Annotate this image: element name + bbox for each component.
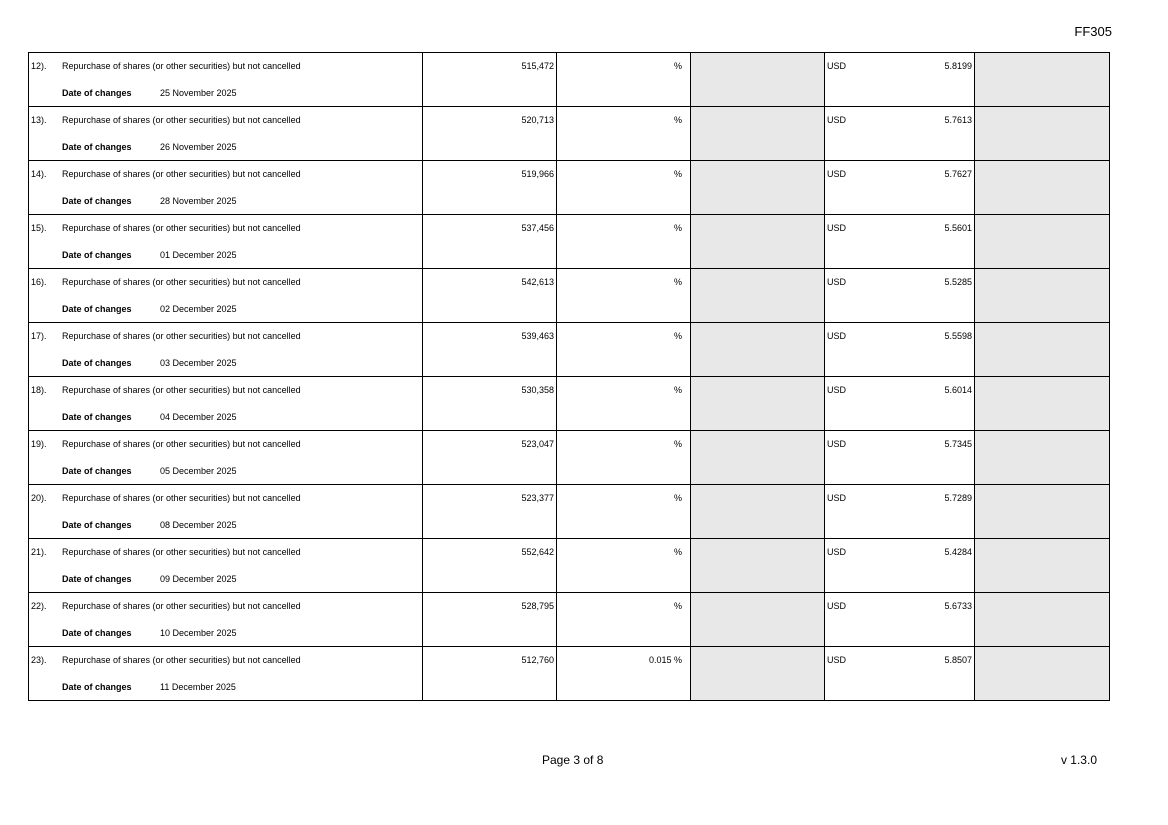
description-cell — [29, 161, 423, 215]
table-row — [29, 53, 1110, 107]
description-cell — [29, 323, 423, 377]
shares-value: 523,047 — [521, 439, 554, 449]
shaded-cell — [691, 161, 825, 215]
shares-cell — [423, 269, 557, 323]
price-value: 5.4284 — [944, 547, 972, 557]
date-of-changes-value: 03 December 2025 — [160, 358, 237, 368]
description-cell — [29, 431, 423, 485]
date-of-changes-label: Date of changes — [62, 88, 132, 98]
shares-value: 523,377 — [521, 493, 554, 503]
date-of-changes-value: 28 November 2025 — [160, 196, 237, 206]
row-description: Repurchase of shares (or other securities) but not cancelled — [62, 655, 301, 665]
row-description: Repurchase of shares (or other securities) but not cancelled — [62, 115, 301, 125]
row-description: Repurchase of shares (or other securities) but not cancelled — [62, 439, 301, 449]
price-cell — [825, 269, 975, 323]
percent-value: % — [673, 115, 682, 125]
shares-value: 515,472 — [521, 61, 554, 71]
shares-cell — [423, 215, 557, 269]
price-cell — [825, 485, 975, 539]
price-cell — [825, 53, 975, 107]
table-row — [29, 593, 1110, 647]
shares-cell — [423, 485, 557, 539]
table-row — [29, 647, 1110, 701]
shaded-cell — [691, 431, 825, 485]
row-description: Repurchase of shares (or other securities) but not cancelled — [62, 493, 301, 503]
description-cell — [29, 377, 423, 431]
form-code: FF305 — [1074, 24, 1112, 39]
shares-value: 552,642 — [521, 547, 554, 557]
shares-value: 520,713 — [521, 115, 554, 125]
price-cell — [825, 431, 975, 485]
shaded-cell — [691, 647, 825, 701]
page-number: Page 3 of 8 — [542, 753, 604, 767]
shares-cell — [423, 377, 557, 431]
percent-cell — [557, 161, 691, 215]
percent-value: % — [673, 61, 682, 71]
percent-cell — [557, 647, 691, 701]
shares-cell — [423, 539, 557, 593]
row-description: Repurchase of shares (or other securities) but not cancelled — [62, 601, 301, 611]
percent-value: % — [673, 277, 682, 287]
shaded-cell — [975, 53, 1110, 107]
row-description: Repurchase of shares (or other securities) but not cancelled — [62, 277, 301, 287]
row-index: 13). — [31, 115, 47, 125]
date-of-changes-value: 05 December 2025 — [160, 466, 237, 476]
price-value: 5.5285 — [944, 277, 972, 287]
date-of-changes-label: Date of changes — [62, 520, 132, 530]
row-index: 18). — [31, 385, 47, 395]
shaded-cell — [691, 215, 825, 269]
description-cell — [29, 269, 423, 323]
share-repurchase-table — [28, 52, 1110, 701]
shaded-cell — [975, 377, 1110, 431]
percent-value: 0.015 % — [648, 655, 682, 665]
table-body — [29, 53, 1110, 701]
table-row — [29, 161, 1110, 215]
price-value: 5.6014 — [944, 385, 972, 395]
shaded-cell — [975, 323, 1110, 377]
description-cell — [29, 647, 423, 701]
currency-code: USD — [827, 547, 847, 557]
date-of-changes-value: 25 November 2025 — [160, 88, 237, 98]
price-cell — [825, 161, 975, 215]
shaded-cell — [975, 485, 1110, 539]
percent-value: % — [673, 223, 682, 233]
shares-value: 542,613 — [521, 277, 554, 287]
date-of-changes-label: Date of changes — [62, 682, 132, 692]
row-index: 23). — [31, 655, 47, 665]
percent-value: % — [673, 547, 682, 557]
currency-code: USD — [827, 169, 847, 179]
price-value: 5.5598 — [944, 331, 972, 341]
description-cell — [29, 107, 423, 161]
shaded-cell — [691, 107, 825, 161]
percent-value: % — [673, 493, 682, 503]
shares-value: 530,358 — [521, 385, 554, 395]
row-index: 12). — [31, 61, 47, 71]
shares-cell — [423, 593, 557, 647]
currency-code: USD — [827, 277, 847, 287]
description-cell — [29, 485, 423, 539]
shaded-cell — [691, 377, 825, 431]
description-cell — [29, 53, 423, 107]
shaded-cell — [691, 593, 825, 647]
date-of-changes-value: 04 December 2025 — [160, 412, 237, 422]
table-row — [29, 485, 1110, 539]
shaded-cell — [975, 161, 1110, 215]
date-of-changes-label: Date of changes — [62, 466, 132, 476]
table-row — [29, 377, 1110, 431]
percent-cell — [557, 539, 691, 593]
row-index: 17). — [31, 331, 47, 341]
date-of-changes-label: Date of changes — [62, 304, 132, 314]
table-row — [29, 269, 1110, 323]
table-row — [29, 215, 1110, 269]
percent-cell — [557, 215, 691, 269]
percent-cell — [557, 377, 691, 431]
percent-cell — [557, 431, 691, 485]
date-of-changes-value: 02 December 2025 — [160, 304, 237, 314]
shares-value: 539,463 — [521, 331, 554, 341]
percent-cell — [557, 53, 691, 107]
percent-cell — [557, 593, 691, 647]
table-row — [29, 431, 1110, 485]
price-value: 5.7289 — [944, 493, 972, 503]
description-cell — [29, 539, 423, 593]
shaded-cell — [975, 269, 1110, 323]
row-description: Repurchase of shares (or other securities) but not cancelled — [62, 331, 301, 341]
table-row — [29, 107, 1110, 161]
price-value: 5.7345 — [944, 439, 972, 449]
shares-value: 537,456 — [521, 223, 554, 233]
shaded-cell — [975, 431, 1110, 485]
currency-code: USD — [827, 385, 847, 395]
currency-code: USD — [827, 61, 847, 71]
date-of-changes-label: Date of changes — [62, 196, 132, 206]
row-index: 15). — [31, 223, 47, 233]
shares-cell — [423, 431, 557, 485]
description-cell — [29, 215, 423, 269]
price-value: 5.7613 — [944, 115, 972, 125]
date-of-changes-value: 10 December 2025 — [160, 628, 237, 638]
row-index: 16). — [31, 277, 47, 287]
shaded-cell — [691, 53, 825, 107]
shares-value: 528,795 — [521, 601, 554, 611]
shaded-cell — [691, 323, 825, 377]
description-cell — [29, 593, 423, 647]
price-cell — [825, 647, 975, 701]
row-description: Repurchase of shares (or other securities) but not cancelled — [62, 385, 301, 395]
price-value: 5.8507 — [944, 655, 972, 665]
shares-value: 519,966 — [521, 169, 554, 179]
shaded-cell — [691, 269, 825, 323]
currency-code: USD — [827, 601, 847, 611]
row-index: 19). — [31, 439, 47, 449]
row-index: 21). — [31, 547, 47, 557]
shaded-cell — [975, 593, 1110, 647]
row-description: Repurchase of shares (or other securities) but not cancelled — [62, 169, 301, 179]
date-of-changes-label: Date of changes — [62, 250, 132, 260]
currency-code: USD — [827, 493, 847, 503]
row-index: 20). — [31, 493, 47, 503]
price-value: 5.5601 — [944, 223, 972, 233]
shaded-cell — [975, 647, 1110, 701]
date-of-changes-label: Date of changes — [62, 412, 132, 422]
percent-value: % — [673, 331, 682, 341]
price-cell — [825, 539, 975, 593]
table-row — [29, 323, 1110, 377]
shares-cell — [423, 323, 557, 377]
date-of-changes-value: 08 December 2025 — [160, 520, 237, 530]
date-of-changes-label: Date of changes — [62, 358, 132, 368]
percent-value: % — [673, 169, 682, 179]
currency-code: USD — [827, 115, 847, 125]
percent-cell — [557, 485, 691, 539]
shares-cell — [423, 161, 557, 215]
row-index: 14). — [31, 169, 47, 179]
date-of-changes-label: Date of changes — [62, 574, 132, 584]
percent-value: % — [673, 385, 682, 395]
shaded-cell — [975, 107, 1110, 161]
shares-cell — [423, 647, 557, 701]
row-description: Repurchase of shares (or other securities) but not cancelled — [62, 223, 301, 233]
shaded-cell — [975, 539, 1110, 593]
shares-cell — [423, 53, 557, 107]
price-value: 5.6733 — [944, 601, 972, 611]
percent-cell — [557, 323, 691, 377]
shares-cell — [423, 107, 557, 161]
date-of-changes-label: Date of changes — [62, 628, 132, 638]
price-cell — [825, 377, 975, 431]
currency-code: USD — [827, 439, 847, 449]
date-of-changes-value: 09 December 2025 — [160, 574, 237, 584]
row-index: 22). — [31, 601, 47, 611]
date-of-changes-value: 26 November 2025 — [160, 142, 237, 152]
version-label: v 1.3.0 — [1060, 753, 1097, 767]
currency-code: USD — [827, 223, 847, 233]
percent-cell — [557, 269, 691, 323]
row-description: Repurchase of shares (or other securities) but not cancelled — [62, 61, 301, 71]
price-cell — [825, 323, 975, 377]
shaded-cell — [691, 539, 825, 593]
date-of-changes-label: Date of changes — [62, 142, 132, 152]
price-value: 5.8199 — [944, 61, 972, 71]
price-cell — [825, 593, 975, 647]
shares-value: 512,760 — [521, 655, 554, 665]
price-value: 5.7627 — [944, 169, 972, 179]
currency-code: USD — [827, 331, 847, 341]
date-of-changes-value: 01 December 2025 — [160, 250, 237, 260]
price-cell — [825, 215, 975, 269]
price-cell — [825, 107, 975, 161]
percent-value: % — [673, 439, 682, 449]
shaded-cell — [691, 485, 825, 539]
table-row — [29, 539, 1110, 593]
date-of-changes-value: 11 December 2025 — [160, 682, 236, 692]
percent-cell — [557, 107, 691, 161]
currency-code: USD — [827, 655, 847, 665]
row-description: Repurchase of shares (or other securities) but not cancelled — [62, 547, 301, 557]
shaded-cell — [975, 215, 1110, 269]
percent-value: % — [673, 601, 682, 611]
